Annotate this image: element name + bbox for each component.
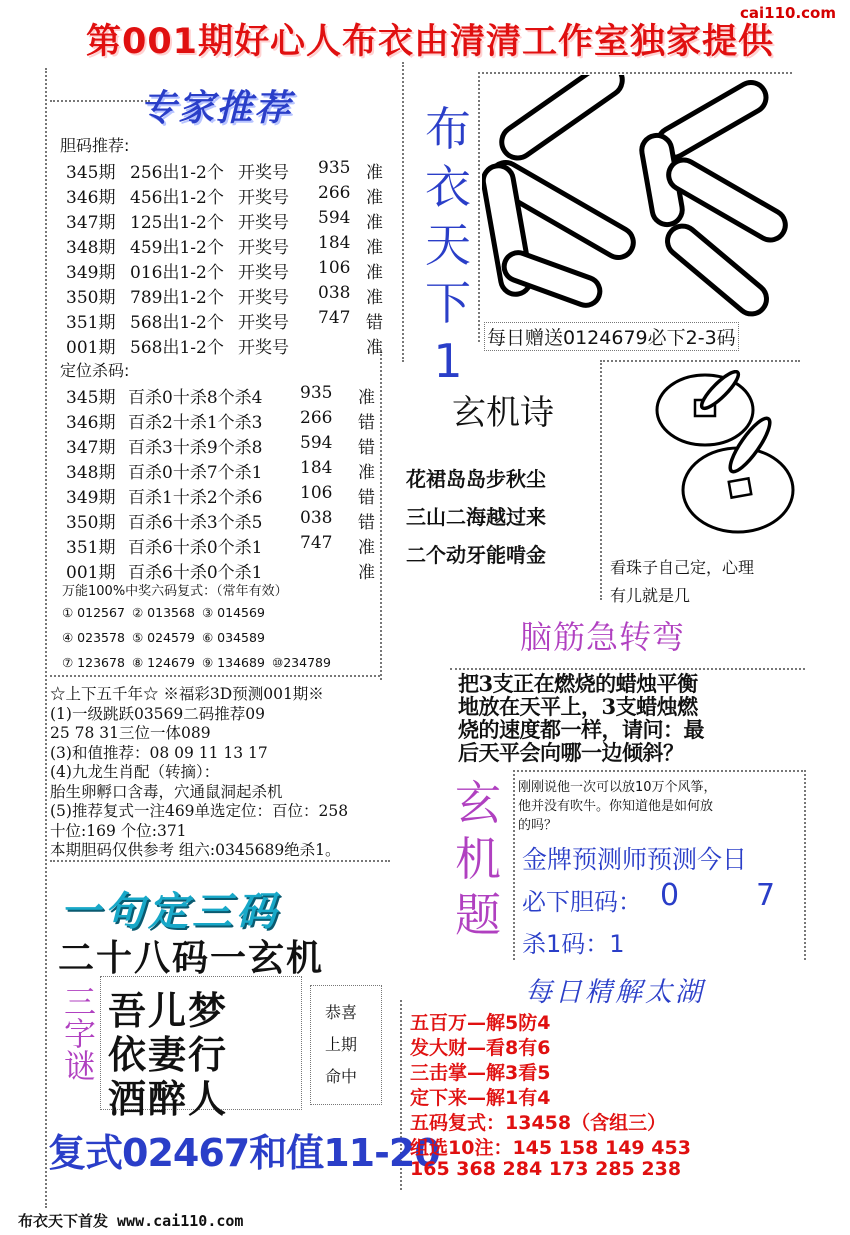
dan-status: 准 [366, 338, 383, 358]
combo-item: ⑩234789 [272, 655, 331, 670]
coin-caption-line: 看珠子自己定，心理 [610, 558, 755, 577]
kill-period: 345期 [66, 388, 116, 408]
divider [600, 360, 800, 362]
dan-status: 准 [366, 288, 383, 308]
kill-result: 747 [300, 533, 333, 553]
taihu-title: 每日精解太湖 [525, 977, 705, 1008]
dan-label-text: 开奖号 [238, 163, 289, 183]
dan-result: 184 [318, 233, 351, 253]
combo-item: ⑤ 024579 [132, 630, 195, 645]
combo-item: ③ 014569 [202, 605, 265, 620]
dan-status: 准 [366, 213, 383, 233]
divider [478, 72, 480, 342]
dan-period: 350期 [66, 288, 116, 308]
sanzi-text: 三字谜 [59, 985, 97, 1081]
naojin-line: 地放在天平上，3支蜡烛燃 [458, 694, 698, 719]
combo-item: ⑨ 134689 [202, 655, 265, 670]
note-line: (5)推荐复式一注469单选定位：百位：258 [50, 802, 349, 820]
dan-result: 106 [318, 258, 351, 278]
ershiba-label: 二十八码一玄机 [58, 938, 325, 979]
naojin-line: 把3支正在燃烧的蜡烛平衡 [458, 671, 698, 696]
poem-line: 二个动牙能啃金 [406, 543, 546, 567]
kill-period: 350期 [66, 513, 116, 533]
taihu-line: 发大财—看8有6 [410, 1037, 551, 1059]
kill-label: 定位杀码: [60, 361, 130, 380]
combo-item: ④ 023578 [62, 630, 125, 645]
dan-period: 001期 [66, 338, 116, 358]
combo-item: ① 012567 [62, 605, 125, 620]
taihu-line: 三击掌—解3看5 [410, 1062, 551, 1084]
kill-pick: 百杀0十杀7个杀1 [128, 463, 263, 483]
combo-title: 万能100%中奖六码复式：（常年有效） [62, 584, 288, 599]
dan-status: 错 [366, 313, 383, 333]
divider [45, 68, 47, 1208]
dan-label-text: 开奖号 [238, 313, 289, 333]
kill-pick: 百杀1十杀2个杀6 [128, 488, 263, 508]
divider [513, 770, 515, 960]
dan-label-text: 开奖号 [238, 338, 289, 358]
site-logo[interactable]: cai110.com [740, 4, 836, 22]
note-line: 十位:169 个位:371 [50, 821, 187, 840]
dan-result: 038 [318, 283, 351, 303]
dan-period: 351期 [66, 313, 116, 333]
kill-pick: 百杀0十杀8个杀4 [128, 388, 263, 408]
dan-pick: 256出1-2个 [130, 163, 224, 183]
must-dan-label: 必下胆码： [522, 888, 642, 916]
dan-status: 准 [366, 238, 383, 258]
note-line: 胎生卵孵口含毒，穴通鼠洞起杀机 [50, 782, 283, 801]
note-line: (3)和值推荐：08 09 11 13 17 [50, 743, 268, 762]
note-line: (4)九龙生肖配（转摘）： [50, 763, 220, 781]
dan-label-text: 开奖号 [238, 188, 289, 208]
riddle-q-line: 的吗？ [518, 818, 558, 833]
kill-status: 准 [358, 463, 375, 483]
dan-label-text: 开奖号 [238, 288, 289, 308]
taihu-line: 165 368 284 173 285 238 [410, 1158, 682, 1180]
dan-result: 266 [318, 183, 351, 203]
kill-status: 错 [358, 488, 375, 508]
poem-line: 花裙岛岛步秋尘 [406, 467, 546, 491]
coin-graphic [650, 370, 800, 545]
congrats-line: 命中 [325, 1067, 358, 1086]
buyi-text: 布衣天下1 [425, 102, 471, 388]
dan-period: 345期 [66, 163, 116, 183]
riddle-q-line: 他并没有吹牛。你知道他是如何放 [518, 799, 714, 814]
daily-gift: 每日赠送0124679必下2-3码 [484, 322, 739, 351]
combo-item: ② 013568 [132, 605, 195, 620]
sanzi-label [58, 985, 97, 1090]
dan-label: 胆码推荐: [60, 136, 130, 155]
divider [804, 770, 806, 960]
buyi-vertical [418, 100, 478, 390]
poem-title: 玄机诗 [452, 393, 554, 433]
kill-period: 347期 [66, 438, 116, 458]
congrats-line: 恭喜 [325, 1003, 358, 1022]
combo-item: ⑦ 123678 [62, 655, 125, 670]
gold-title: 金牌预测师预测今日 [522, 845, 748, 874]
kill-period: 351期 [66, 538, 116, 558]
dan-result: 935 [318, 158, 351, 178]
kill-pick: 百杀3十杀9个杀8 [128, 438, 263, 458]
kill-result: 184 [300, 458, 333, 478]
dan-result: 594 [318, 208, 351, 228]
kill-result: 038 [300, 508, 333, 528]
taihu-line: 五百万—解5防4 [410, 1012, 551, 1034]
dan-label-text: 开奖号 [238, 238, 289, 258]
kill-period: 346期 [66, 413, 116, 433]
xuanji-ti-text: 玄机题 [455, 776, 501, 942]
divider [50, 860, 390, 862]
combo-item: ⑥ 034589 [202, 630, 265, 645]
kill-period: 001期 [66, 563, 116, 583]
taihu-line: 五码复式：13458（含组三） [410, 1112, 667, 1134]
divider [402, 62, 404, 362]
must-dan-2: 7 [756, 878, 776, 913]
dan-pick: 459出1-2个 [130, 238, 224, 258]
naojin-line: 烧的速度都一样，请问：最 [458, 717, 704, 742]
naojin-title: 脑筋急转弯 [520, 618, 686, 656]
dan-pick: 016出1-2个 [130, 263, 224, 283]
kill-status: 准 [358, 563, 375, 583]
kill-result: 935 [300, 383, 333, 403]
dan-result: 747 [318, 308, 351, 328]
kill-pick: 百杀6十杀3个杀5 [128, 513, 263, 533]
riddle-line: 酒醉人 [108, 1076, 229, 1121]
divider [50, 100, 150, 102]
kill-pick: 百杀2十杀1个杀3 [128, 413, 263, 433]
dan-status: 准 [366, 188, 383, 208]
fushi-line: 复式02467和值11-20 [48, 1131, 440, 1175]
kill-status: 错 [358, 438, 375, 458]
kill-result: 594 [300, 433, 333, 453]
riddle-line: 依妻行 [108, 1032, 229, 1077]
expert-title: 专家推荐 [140, 88, 293, 129]
divider [50, 675, 380, 677]
kill-status: 准 [358, 388, 375, 408]
kill-status: 错 [358, 413, 375, 433]
dan-status: 准 [366, 263, 383, 283]
taihu-line: 定下来—解1有4 [410, 1087, 551, 1109]
yiju-title: 一句定三码 [60, 889, 280, 935]
divider [482, 72, 792, 74]
kill-one: 杀1码：1 [522, 930, 625, 958]
kill-result: 106 [300, 483, 333, 503]
note-line: ☆上下五千年☆ ※福彩3D预测001期※ [50, 685, 324, 703]
must-dan-1: 0 [660, 878, 680, 913]
naojin-line: 后天平会向哪一边倾斜？ [458, 740, 684, 765]
dan-label-text: 开奖号 [238, 263, 289, 283]
footer: 布衣天下首发 www.cai110.com [18, 1212, 244, 1230]
note-line: 25 78 31三位一体089 [50, 724, 211, 742]
kill-status: 准 [358, 538, 375, 558]
riddle-line: 吾儿梦 [108, 988, 229, 1033]
dan-status: 准 [366, 163, 383, 183]
dan-pick: 789出1-2个 [130, 288, 224, 308]
dan-period: 348期 [66, 238, 116, 258]
kill-period: 349期 [66, 488, 116, 508]
kill-status: 错 [358, 513, 375, 533]
dan-pick: 125出1-2个 [130, 213, 224, 233]
kill-pick: 百杀6十杀0个杀1 [128, 538, 263, 558]
kill-period: 348期 [66, 463, 116, 483]
dan-pick: 456出1-2个 [130, 188, 224, 208]
riddle-q-line: 刚刚说他一次可以放10万个风筝， [518, 780, 717, 795]
kill-result: 266 [300, 408, 333, 428]
poem-line: 三山二海越过来 [406, 505, 546, 529]
divider [380, 350, 382, 680]
dan-pick: 568出1-2个 [130, 313, 224, 333]
note-line: 本期胆码仅供参考 组六:0345689绝杀1。 [50, 841, 341, 859]
dan-period: 347期 [66, 213, 116, 233]
kill-pick: 百杀6十杀0个杀1 [128, 563, 263, 583]
combo-item: ⑧ 124679 [132, 655, 195, 670]
congrats-line: 上期 [325, 1035, 358, 1054]
big-number-graphic [482, 75, 802, 325]
xuanji-ti [455, 775, 511, 943]
dan-period: 349期 [66, 263, 116, 283]
dan-period: 346期 [66, 188, 116, 208]
dan-label-text: 开奖号 [238, 213, 289, 233]
page-title: 第001期好心人布衣由清清工作室独家提供 [85, 22, 775, 62]
divider [513, 770, 803, 772]
coin-caption-line: 有儿就是几 [610, 586, 691, 605]
note-line: (1)一级跳跃03569二码推荐09 [50, 704, 265, 723]
divider [600, 360, 602, 600]
taihu-line: 组选10注：145 158 149 453 [410, 1137, 691, 1159]
dan-pick: 568出1-2个 [130, 338, 224, 358]
